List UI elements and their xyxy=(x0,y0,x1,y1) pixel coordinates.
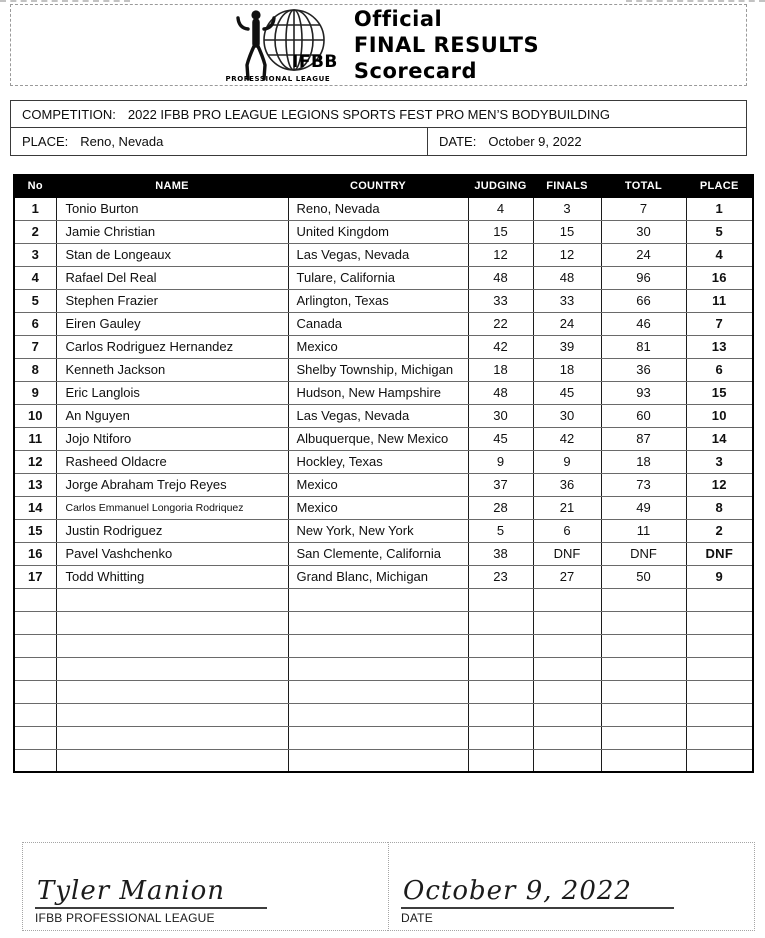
cell-country: Canada xyxy=(288,312,468,335)
cell-no: 11 xyxy=(14,427,56,450)
cell-place: 5 xyxy=(686,220,753,243)
empty-cell-place xyxy=(686,588,753,611)
cell-total: 24 xyxy=(601,243,686,266)
cell-no: 9 xyxy=(14,381,56,404)
empty-cell-place xyxy=(686,611,753,634)
empty-row xyxy=(14,588,753,611)
cell-place: 2 xyxy=(686,519,753,542)
cell-country: Reno, Nevada xyxy=(288,197,468,220)
cell-finals: 48 xyxy=(533,266,601,289)
cell-judging: 42 xyxy=(468,335,533,358)
results-header-row xyxy=(14,175,753,197)
cell-total: 50 xyxy=(601,565,686,588)
cell-country: Las Vegas, Nevada xyxy=(288,243,468,266)
table-row xyxy=(14,381,753,404)
empty-cell-name xyxy=(56,749,288,772)
cell-name: Todd Whitting xyxy=(56,565,288,588)
cell-place: 7 xyxy=(686,312,753,335)
cell-finals: DNF xyxy=(533,542,601,565)
cell-country: Mexico xyxy=(288,496,468,519)
cell-total: 73 xyxy=(601,473,686,496)
cell-name: Rasheed Oldacre xyxy=(56,450,288,473)
cell-name: Jamie Christian xyxy=(56,220,288,243)
empty-cell-country xyxy=(288,680,468,703)
cell-country: San Clemente, California xyxy=(288,542,468,565)
cell-no: 1 xyxy=(14,197,56,220)
cell-total: 96 xyxy=(601,266,686,289)
cell-finals: 9 xyxy=(533,450,601,473)
empty-cell-place xyxy=(686,680,753,703)
cell-place: 8 xyxy=(686,496,753,519)
cell-country: Arlington, Texas xyxy=(288,289,468,312)
empty-cell-name xyxy=(56,588,288,611)
cell-finals: 30 xyxy=(533,404,601,427)
competition-value: 2022 IFBB PRO LEAGUE LEGIONS SPORTS FEST PRO MEN’S BODYBUILDING xyxy=(127,106,610,122)
cell-total: 60 xyxy=(601,404,686,427)
empty-row xyxy=(14,726,753,749)
place-date-row xyxy=(11,128,746,155)
cell-place: 11 xyxy=(686,289,753,312)
cell-total: 49 xyxy=(601,496,686,519)
empty-cell-no xyxy=(14,726,56,749)
cell-name: Rafael Del Real xyxy=(56,266,288,289)
cell-no: 16 xyxy=(14,542,56,565)
cell-country: Las Vegas, Nevada xyxy=(288,404,468,427)
cell-no: 13 xyxy=(14,473,56,496)
signature-name: Tyler Manion xyxy=(35,876,267,909)
cell-judging: 18 xyxy=(468,358,533,381)
cell-country: Mexico xyxy=(288,335,468,358)
empty-cell-finals xyxy=(533,703,601,726)
empty-cell-judging xyxy=(468,703,533,726)
results-table xyxy=(13,174,754,773)
signature-box xyxy=(22,842,388,931)
competition-row xyxy=(11,101,746,128)
cell-total: 81 xyxy=(601,335,686,358)
cell-name: Eric Langlois xyxy=(56,381,288,404)
competition-info xyxy=(10,100,747,156)
cell-finals: 18 xyxy=(533,358,601,381)
page-edge-dash-left xyxy=(0,0,130,2)
cell-name: Jojo Ntiforo xyxy=(56,427,288,450)
cell-place: 6 xyxy=(686,358,753,381)
table-row xyxy=(14,565,753,588)
cell-place: 4 xyxy=(686,243,753,266)
cell-place: 14 xyxy=(686,427,753,450)
empty-cell-finals xyxy=(533,680,601,703)
table-row xyxy=(14,542,753,565)
table-row xyxy=(14,289,753,312)
cell-judging: 22 xyxy=(468,312,533,335)
cell-no: 7 xyxy=(14,335,56,358)
signature-org-label: IFBB PROFESSIONAL LEAGUE xyxy=(35,911,215,925)
cell-judging: 28 xyxy=(468,496,533,519)
empty-cell-finals xyxy=(533,588,601,611)
cell-judging: 38 xyxy=(468,542,533,565)
cell-no: 8 xyxy=(14,358,56,381)
empty-row xyxy=(14,703,753,726)
cell-no: 2 xyxy=(14,220,56,243)
cell-total: 36 xyxy=(601,358,686,381)
title-line-final-results: FINAL RESULTS xyxy=(353,33,540,57)
cell-finals: 24 xyxy=(533,312,601,335)
cell-judging: 37 xyxy=(468,473,533,496)
empty-cell-place xyxy=(686,726,753,749)
cell-judging: 5 xyxy=(468,519,533,542)
cell-place: 10 xyxy=(686,404,753,427)
empty-cell-name xyxy=(56,726,288,749)
empty-cell-total xyxy=(601,726,686,749)
table-row xyxy=(14,335,753,358)
empty-cell-country xyxy=(288,588,468,611)
empty-cell-country xyxy=(288,634,468,657)
empty-cell-total xyxy=(601,634,686,657)
title-line-official: Official xyxy=(353,7,443,31)
empty-cell-judging xyxy=(468,680,533,703)
cell-name: Tonio Burton xyxy=(56,197,288,220)
ifbb-logo xyxy=(218,6,338,84)
table-row xyxy=(14,358,753,381)
empty-cell-name xyxy=(56,657,288,680)
empty-cell-total xyxy=(601,611,686,634)
cell-no: 15 xyxy=(14,519,56,542)
cell-country: Albuquerque, New Mexico xyxy=(288,427,468,450)
table-row xyxy=(14,312,753,335)
empty-cell-judging xyxy=(468,657,533,680)
empty-cell-no xyxy=(14,634,56,657)
table-row xyxy=(14,427,753,450)
cell-country: New York, New York xyxy=(288,519,468,542)
date-field-label: DATE xyxy=(401,911,433,925)
cell-name: Jorge Abraham Trejo Reyes xyxy=(56,473,288,496)
cell-no: 17 xyxy=(14,565,56,588)
title-line-scorecard: Scorecard xyxy=(353,59,477,83)
cell-finals: 12 xyxy=(533,243,601,266)
cell-finals: 15 xyxy=(533,220,601,243)
cell-total: 11 xyxy=(601,519,686,542)
ifbb-logo-text: IFBB xyxy=(292,52,338,72)
cell-country: Shelby Township, Michigan xyxy=(288,358,468,381)
cell-name: Eiren Gauley xyxy=(56,312,288,335)
column-header-no: No xyxy=(14,175,56,197)
column-header-judging: JUDGING xyxy=(468,175,533,197)
table-row xyxy=(14,404,753,427)
cell-place: 13 xyxy=(686,335,753,358)
empty-cell-country xyxy=(288,726,468,749)
table-row xyxy=(14,496,753,519)
table-row xyxy=(14,473,753,496)
cell-country: Grand Blanc, Michigan xyxy=(288,565,468,588)
cell-place: 16 xyxy=(686,266,753,289)
empty-cell-no xyxy=(14,703,56,726)
empty-cell-name xyxy=(56,680,288,703)
empty-cell-place xyxy=(686,703,753,726)
cell-name: Carlos Emmanuel Longoria Rodriquez xyxy=(56,496,288,519)
empty-cell-no xyxy=(14,680,56,703)
table-row xyxy=(14,519,753,542)
cell-total: 30 xyxy=(601,220,686,243)
cell-judging: 9 xyxy=(468,450,533,473)
empty-row xyxy=(14,680,753,703)
cell-place: 1 xyxy=(686,197,753,220)
cell-name: Kenneth Jackson xyxy=(56,358,288,381)
cell-judging: 33 xyxy=(468,289,533,312)
empty-cell-total xyxy=(601,703,686,726)
cell-country: Hudson, New Hampshire xyxy=(288,381,468,404)
empty-row xyxy=(14,749,753,772)
cell-finals: 21 xyxy=(533,496,601,519)
place-value: Reno, Nevada xyxy=(80,134,164,149)
cell-name: Carlos Rodriguez Hernandez xyxy=(56,335,288,358)
column-header-name: NAME xyxy=(56,175,288,197)
cell-total: 7 xyxy=(601,197,686,220)
cell-no: 12 xyxy=(14,450,56,473)
empty-cell-total xyxy=(601,680,686,703)
cell-total: 87 xyxy=(601,427,686,450)
table-row xyxy=(14,450,753,473)
cell-country: Mexico xyxy=(288,473,468,496)
signature-date: October 9, 2022 xyxy=(401,876,674,909)
column-header-country: COUNTRY xyxy=(288,175,468,197)
cell-name: Justin Rodriguez xyxy=(56,519,288,542)
empty-cell-judging xyxy=(468,634,533,657)
date-label: DATE: xyxy=(439,134,477,149)
cell-no: 4 xyxy=(14,266,56,289)
empty-cell-name xyxy=(56,634,288,657)
cell-finals: 27 xyxy=(533,565,601,588)
ifbb-logo-subtitle: PROFESSIONAL LEAGUE xyxy=(225,75,331,83)
cell-finals: 42 xyxy=(533,427,601,450)
cell-country: Hockley, Texas xyxy=(288,450,468,473)
empty-cell-country xyxy=(288,749,468,772)
empty-cell-no xyxy=(14,657,56,680)
column-header-place: PLACE xyxy=(686,175,753,197)
signature-section xyxy=(22,842,755,931)
column-header-total: TOTAL xyxy=(601,175,686,197)
empty-cell-finals xyxy=(533,726,601,749)
cell-no: 5 xyxy=(14,289,56,312)
cell-finals: 36 xyxy=(533,473,601,496)
cell-finals: 45 xyxy=(533,381,601,404)
cell-country: Tulare, California xyxy=(288,266,468,289)
table-row xyxy=(14,243,753,266)
cell-place: DNF xyxy=(686,542,753,565)
cell-judging: 30 xyxy=(468,404,533,427)
page-title xyxy=(354,6,539,84)
empty-cell-place xyxy=(686,749,753,772)
cell-place: 9 xyxy=(686,565,753,588)
cell-finals: 3 xyxy=(533,197,601,220)
results-body xyxy=(14,197,753,772)
empty-cell-total xyxy=(601,657,686,680)
cell-name: Pavel Vashchenko xyxy=(56,542,288,565)
cell-no: 10 xyxy=(14,404,56,427)
cell-total: DNF xyxy=(601,542,686,565)
header xyxy=(10,4,747,86)
cell-no: 3 xyxy=(14,243,56,266)
empty-cell-country xyxy=(288,657,468,680)
cell-no: 6 xyxy=(14,312,56,335)
empty-cell-name xyxy=(56,611,288,634)
cell-finals: 39 xyxy=(533,335,601,358)
table-row xyxy=(14,197,753,220)
empty-cell-judging xyxy=(468,749,533,772)
empty-cell-finals xyxy=(533,749,601,772)
cell-finals: 33 xyxy=(533,289,601,312)
empty-cell-no xyxy=(14,749,56,772)
cell-country: United Kingdom xyxy=(288,220,468,243)
cell-no: 14 xyxy=(14,496,56,519)
cell-place: 12 xyxy=(686,473,753,496)
empty-cell-total xyxy=(601,749,686,772)
empty-cell-judging xyxy=(468,726,533,749)
cell-place: 15 xyxy=(686,381,753,404)
empty-cell-place xyxy=(686,634,753,657)
empty-cell-judging xyxy=(468,611,533,634)
cell-name: An Nguyen xyxy=(56,404,288,427)
ifbb-globe-figure-icon xyxy=(218,6,338,84)
cell-place: 3 xyxy=(686,450,753,473)
column-header-finals: FINALS xyxy=(533,175,601,197)
empty-cell-total xyxy=(601,588,686,611)
table-row xyxy=(14,220,753,243)
empty-cell-place xyxy=(686,657,753,680)
cell-total: 18 xyxy=(601,450,686,473)
empty-cell-finals xyxy=(533,657,601,680)
cell-total: 46 xyxy=(601,312,686,335)
cell-finals: 6 xyxy=(533,519,601,542)
empty-cell-no xyxy=(14,588,56,611)
cell-judging: 45 xyxy=(468,427,533,450)
empty-cell-no xyxy=(14,611,56,634)
table-row xyxy=(14,266,753,289)
empty-cell-judging xyxy=(468,588,533,611)
cell-judging: 48 xyxy=(468,381,533,404)
empty-row xyxy=(14,657,753,680)
empty-cell-country xyxy=(288,611,468,634)
cell-name: Stan de Longeaux xyxy=(56,243,288,266)
cell-judging: 48 xyxy=(468,266,533,289)
empty-cell-name xyxy=(56,703,288,726)
date-box xyxy=(388,842,755,931)
competition-label: COMPETITION: xyxy=(22,106,116,122)
date-value: October 9, 2022 xyxy=(488,134,582,149)
empty-row xyxy=(14,634,753,657)
cell-judging: 4 xyxy=(468,197,533,220)
empty-cell-finals xyxy=(533,634,601,657)
cell-name: Stephen Frazier xyxy=(56,289,288,312)
cell-total: 66 xyxy=(601,289,686,312)
cell-judging: 15 xyxy=(468,220,533,243)
cell-total: 93 xyxy=(601,381,686,404)
empty-cell-country xyxy=(288,703,468,726)
empty-row xyxy=(14,611,753,634)
cell-judging: 12 xyxy=(468,243,533,266)
cell-judging: 23 xyxy=(468,565,533,588)
empty-cell-finals xyxy=(533,611,601,634)
place-label: PLACE: xyxy=(22,134,69,149)
page-edge-dash-right xyxy=(626,0,765,2)
